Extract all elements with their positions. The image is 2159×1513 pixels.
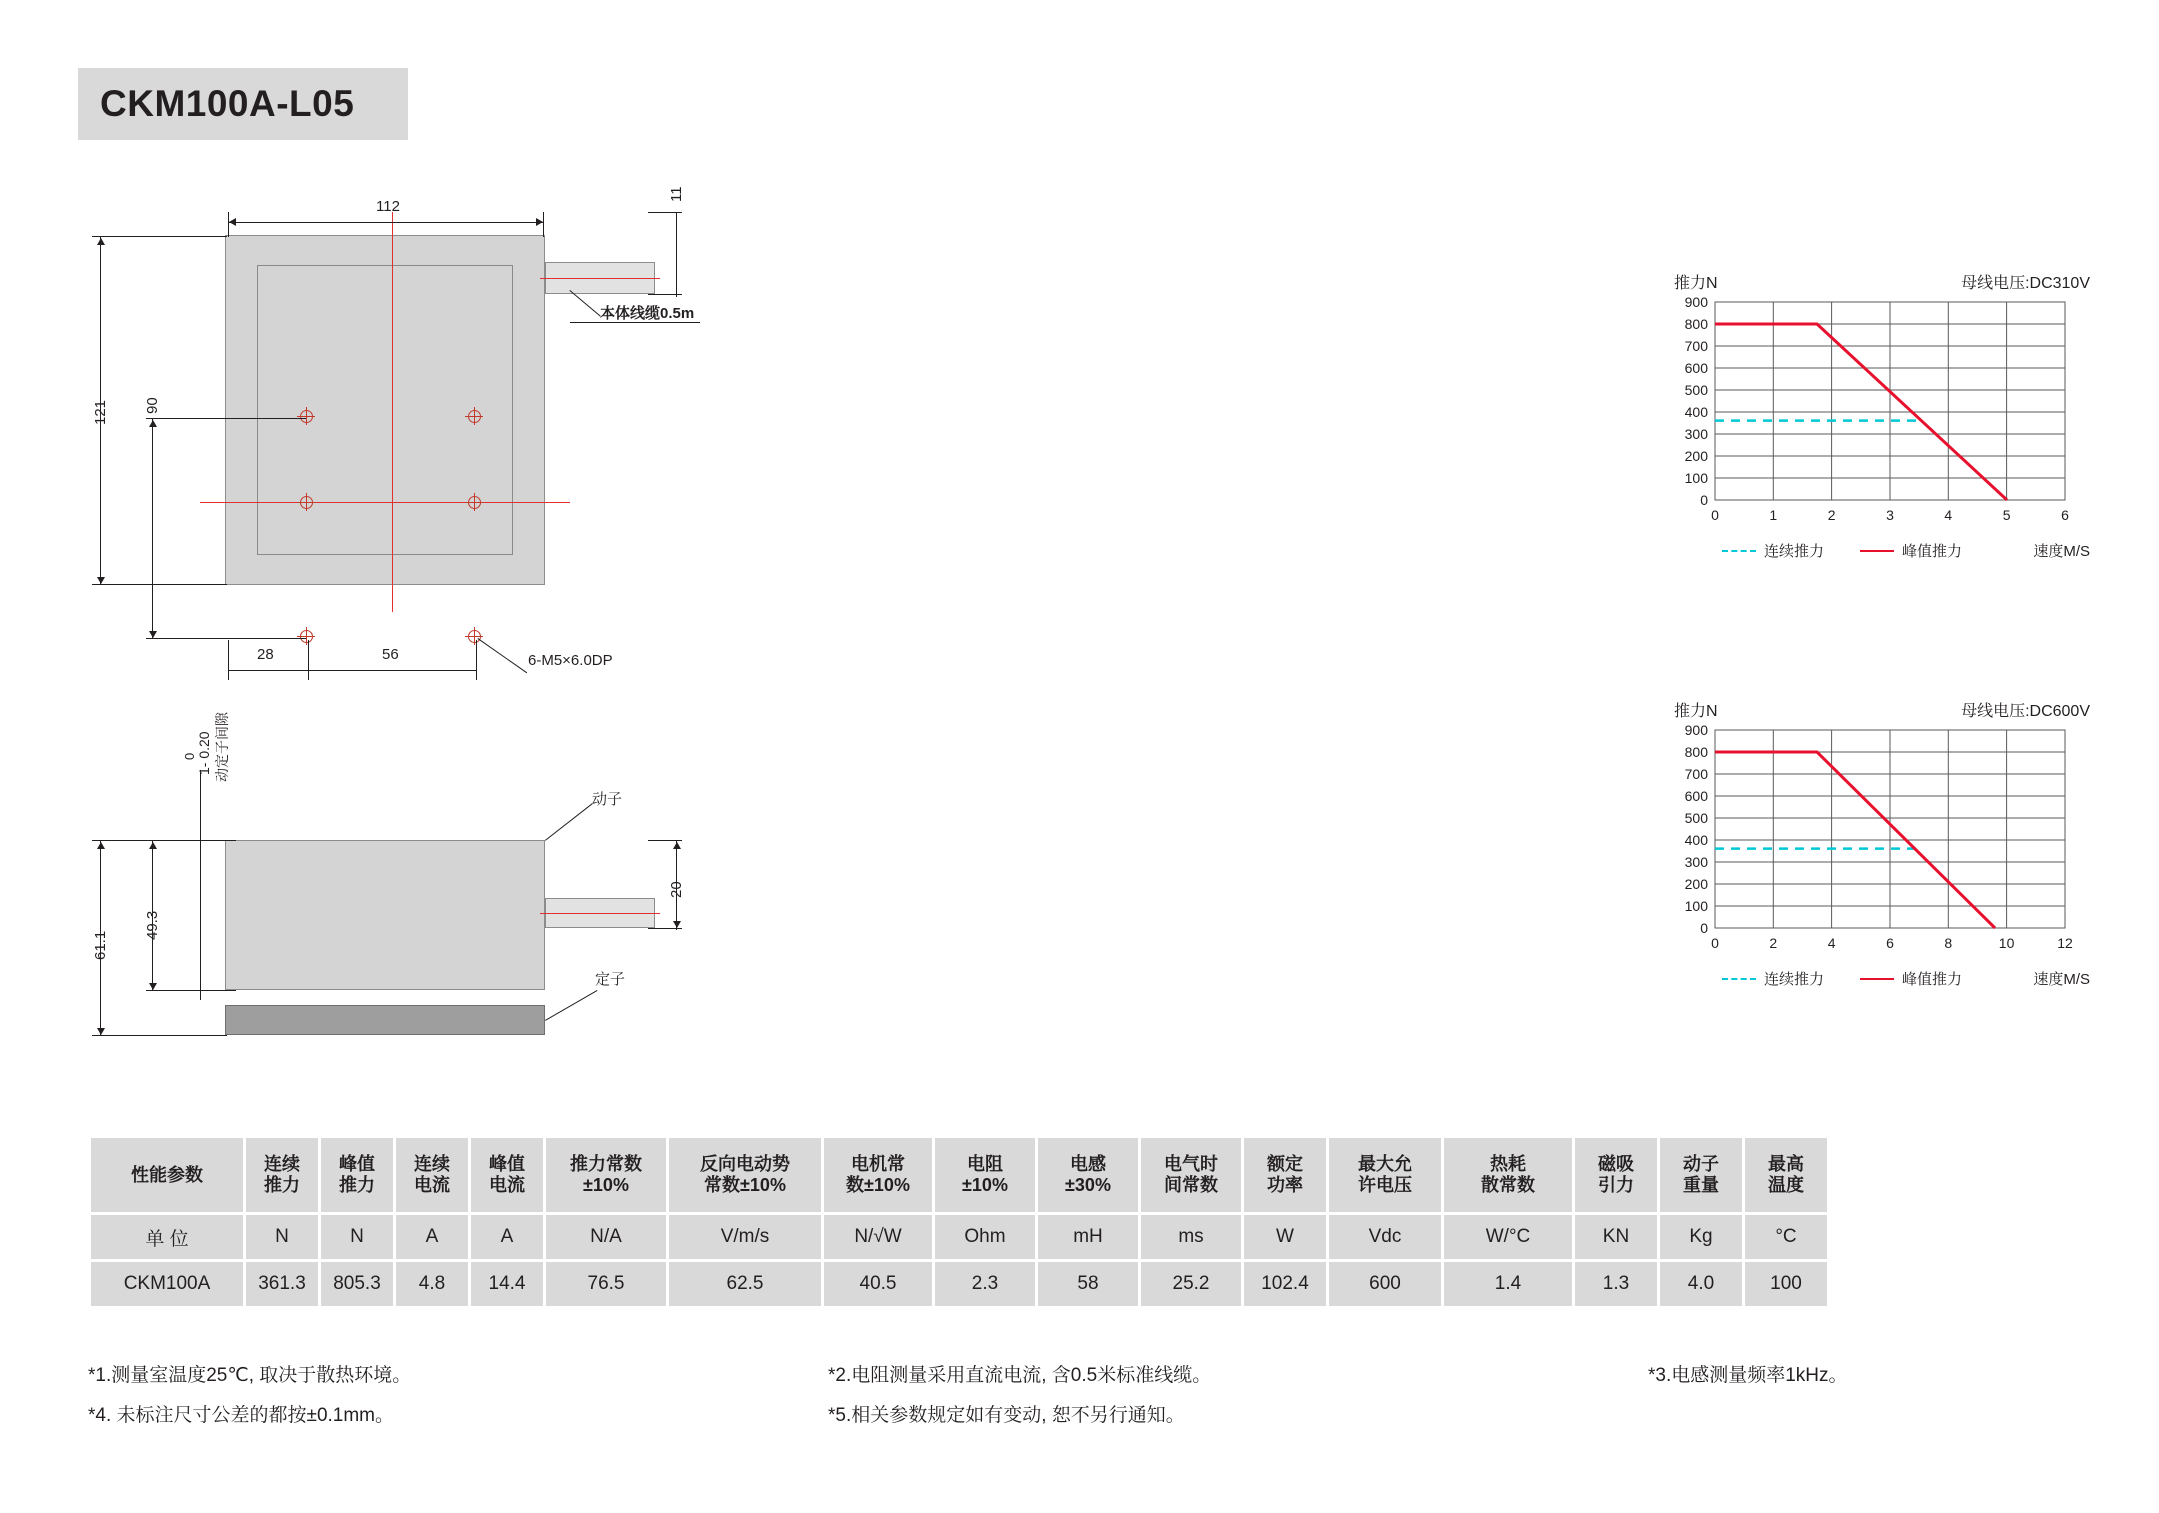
technical-drawing [0, 150, 1600, 1070]
dim-ext-56a [308, 640, 309, 680]
side-view-stator [225, 1005, 545, 1035]
svg-text:4: 4 [1944, 507, 1953, 523]
table-header-row [91, 1138, 1827, 1212]
dim-arrow [673, 842, 681, 849]
centerline-horizontal [200, 502, 570, 503]
svg-text:300: 300 [1684, 426, 1708, 442]
mounting-hole [468, 630, 481, 643]
chart2-legend-peak [1860, 968, 1962, 989]
mounting-hole [468, 496, 481, 509]
gap-label-value: 1- 0.20 [196, 731, 212, 775]
note-1: *1.测量室温度25℃, 取决于散热环境。 [88, 1365, 412, 1386]
dim-ext-11b [648, 294, 682, 295]
svg-text:0: 0 [1700, 920, 1708, 936]
hole-callout-label: 6-M5×6.0DP [528, 652, 613, 669]
table-unit-cell: N/√W [824, 1215, 932, 1259]
dim-label-20: 20 [668, 881, 685, 898]
table-header-cell: 电感 ±30% [1038, 1138, 1138, 1212]
table-value-cell: 805.3 [321, 1262, 393, 1306]
table-header-cell: 峰值 电流 [471, 1138, 543, 1212]
svg-text:600: 600 [1684, 360, 1708, 376]
chart2-xlabel: 速度M/S [2033, 971, 2090, 988]
mover-callout-line [545, 803, 593, 841]
mounting-hole [300, 496, 313, 509]
note-2: *2.电阻测量采用直流电流, 含0.5米标准线缆。 [828, 1365, 1212, 1386]
svg-text:800: 800 [1684, 316, 1708, 332]
dim-ext-28 [228, 640, 229, 680]
table-value-cell: 40.5 [824, 1262, 932, 1306]
chart1-legend-peak [1860, 540, 1962, 561]
table-header-cell: 峰值 推力 [321, 1138, 393, 1212]
side-cable-centerline [540, 913, 660, 914]
table-header-cell: 额定 功率 [1244, 1138, 1326, 1212]
dim-label-28: 28 [257, 646, 274, 663]
dim-line-56 [308, 670, 476, 671]
table-unit-cell: Ohm [935, 1215, 1035, 1259]
dim-label-11: 11 [668, 186, 685, 202]
dim-label-121: 121 [92, 399, 109, 425]
gap-label-text: 动定子间隙 [214, 712, 230, 782]
legend-label-continuous: 连续推力 [1764, 543, 1825, 560]
table-unit-cell: A [396, 1215, 468, 1259]
dim-ext-56b [476, 640, 477, 680]
chart-dc600v [1660, 700, 2090, 1030]
table-header-cell: 最高 温度 [1745, 1138, 1827, 1212]
svg-text:8: 8 [1944, 935, 1953, 951]
note-3: *3.电感测量频率1kHz。 [1648, 1365, 1848, 1386]
legend-solid-icon [1860, 978, 1894, 980]
table-unit-cell: ms [1141, 1215, 1241, 1259]
table-value-cell: 102.4 [1244, 1262, 1326, 1306]
table-value-cell: 4.0 [1660, 1262, 1742, 1306]
chart-dc310v [1660, 272, 2090, 602]
dim-label-61: 61.1 [92, 930, 109, 960]
table-header-cell: 磁吸 引力 [1575, 1138, 1657, 1212]
cable-centerline [540, 278, 660, 279]
dim-ext-112-right [543, 212, 544, 237]
dim-ext-20b [648, 928, 682, 929]
table-value-cell: 2.3 [935, 1262, 1035, 1306]
legend-label-continuous: 连续推力 [1764, 971, 1825, 988]
chart1-subtitle: 母线电压:DC310V [1961, 275, 2090, 292]
svg-text:2: 2 [1769, 935, 1778, 951]
table-header-cell: 动子 重量 [1660, 1138, 1742, 1212]
table-unit-cell: Kg [1660, 1215, 1742, 1259]
svg-text:700: 700 [1684, 766, 1708, 782]
dim-label-90: 90 [144, 397, 161, 414]
table-value-cell: 1.3 [1575, 1262, 1657, 1306]
table-row-label: CKM100A [91, 1262, 243, 1306]
svg-text:900: 900 [1684, 722, 1708, 738]
svg-text:10: 10 [1998, 935, 2015, 951]
table-unit-cell: W [1244, 1215, 1326, 1259]
svg-text:300: 300 [1684, 854, 1708, 870]
dim-arrow [97, 1028, 105, 1035]
dim-ext-49-bot [146, 990, 236, 991]
table-header-cell: 反向电动势 常数±10% [669, 1138, 821, 1212]
dim-line-11 [676, 212, 677, 297]
centerline-vertical [392, 212, 393, 612]
svg-text:0: 0 [1711, 935, 1719, 951]
chart1-plot [1660, 294, 2090, 574]
note-5: *5.相关参数规定如有变动, 恕不另行通知。 [828, 1405, 1185, 1426]
legend-dash-icon [1722, 978, 1756, 980]
svg-text:700: 700 [1684, 338, 1708, 354]
spec-table [88, 1135, 1830, 1309]
table-unit-cell: mH [1038, 1215, 1138, 1259]
stator-callout-label: 定子 [595, 971, 626, 988]
chart1-xlabel: 速度M/S [2033, 543, 2090, 560]
spec-table-wrapper [88, 1135, 1830, 1309]
dim-arrow [149, 842, 157, 849]
mounting-hole [468, 410, 481, 423]
svg-text:0: 0 [1700, 492, 1708, 508]
dim-ext-90-bot [146, 638, 306, 639]
cable-callout-label: 本体线缆0.5m [600, 305, 695, 322]
side-view-mover [225, 840, 545, 990]
dim-ext-20a [648, 840, 682, 841]
legend-dash-icon [1722, 550, 1756, 552]
chart2-legend-continuous [1722, 968, 1824, 989]
legend-label-peak: 峰值推力 [1902, 543, 1963, 560]
table-unit-cell: W/°C [1444, 1215, 1572, 1259]
page-title [78, 68, 408, 140]
dim-line-112 [228, 222, 543, 223]
chart1-legend-continuous [1722, 540, 1824, 561]
table-value-cell: 600 [1329, 1262, 1441, 1306]
dim-ext-90-top [146, 418, 306, 419]
table-value-cell: 361.3 [246, 1262, 318, 1306]
dim-arrow [673, 921, 681, 928]
svg-text:200: 200 [1684, 448, 1708, 464]
svg-text:4: 4 [1827, 935, 1836, 951]
table-header-cell: 热耗 散常数 [1444, 1138, 1572, 1212]
table-value-cell: 76.5 [546, 1262, 666, 1306]
dim-label-49: 49.3 [144, 910, 161, 940]
svg-text:600: 600 [1684, 788, 1708, 804]
svg-text:1: 1 [1769, 507, 1778, 523]
table-unit-label: 单 位 [91, 1215, 243, 1259]
dim-ext-121-top [92, 236, 227, 237]
svg-text:200: 200 [1684, 876, 1708, 892]
table-value-cell: 4.8 [396, 1262, 468, 1306]
dim-arrow [149, 420, 157, 427]
dim-ext-11a [648, 212, 682, 213]
svg-text:100: 100 [1684, 898, 1708, 914]
table-header-cell: 推力常数 ±10% [546, 1138, 666, 1212]
table-header-cell: 电机常 数±10% [824, 1138, 932, 1212]
dim-arrow [149, 983, 157, 990]
dim-arrow [97, 577, 105, 584]
dim-arrow [536, 218, 543, 226]
table-value-cell: 100 [1745, 1262, 1827, 1306]
table-header-cell: 连续 推力 [246, 1138, 318, 1212]
dim-arrow [229, 218, 236, 226]
table-unit-cell: N [321, 1215, 393, 1259]
chart1-ylabel: 推力N [1674, 275, 1718, 292]
table-value-cell: 62.5 [669, 1262, 821, 1306]
gap-callout-line [200, 770, 201, 1000]
page-title-text: CKM100A-L05 [100, 83, 355, 124]
mounting-hole [300, 410, 313, 423]
svg-text:3: 3 [1886, 507, 1894, 523]
svg-text:900: 900 [1684, 294, 1708, 310]
table-unit-cell: V/m/s [669, 1215, 821, 1259]
legend-solid-icon [1860, 550, 1894, 552]
table-header-cell: 性能参数 [91, 1138, 243, 1212]
table-unit-cell: A [471, 1215, 543, 1259]
table-unit-cell: Vdc [1329, 1215, 1441, 1259]
legend-label-peak: 峰值推力 [1902, 971, 1963, 988]
table-unit-cell: N/A [546, 1215, 666, 1259]
dim-line-28 [228, 670, 308, 671]
note-4: *4. 未标注尺寸公差的都按±0.1mm。 [88, 1405, 395, 1426]
table-value-cell: 25.2 [1141, 1262, 1241, 1306]
table-header-cell: 电气时 间常数 [1141, 1138, 1241, 1212]
mounting-hole [300, 630, 313, 643]
gap-label-top: 0 [182, 752, 197, 760]
table-unit-cell: N [246, 1215, 318, 1259]
dim-arrow [149, 631, 157, 638]
table-header-cell: 最大允 许电压 [1329, 1138, 1441, 1212]
dim-ext-61-bot [92, 1035, 227, 1036]
svg-text:800: 800 [1684, 744, 1708, 760]
hole-callout-diag [477, 638, 527, 673]
svg-text:500: 500 [1684, 810, 1708, 826]
table-header-cell: 连续 电流 [396, 1138, 468, 1212]
table-value-cell: 14.4 [471, 1262, 543, 1306]
mover-callout-label: 动子 [592, 791, 623, 808]
svg-text:6: 6 [1886, 935, 1894, 951]
table-unit-cell: °C [1745, 1215, 1827, 1259]
svg-text:400: 400 [1684, 404, 1708, 420]
table-header-cell: 电阻 ±10% [935, 1138, 1035, 1212]
table-unit-cell: KN [1575, 1215, 1657, 1259]
dim-line-90 [152, 418, 153, 638]
dim-ext-121-bot [92, 584, 227, 585]
svg-text:6: 6 [2061, 507, 2069, 523]
chart2-subtitle: 母线电压:DC600V [1961, 703, 2090, 720]
svg-text:500: 500 [1684, 382, 1708, 398]
chart2-ylabel: 推力N [1674, 703, 1718, 720]
svg-text:100: 100 [1684, 470, 1708, 486]
stator-callout-line [545, 990, 597, 1021]
dim-arrow [97, 842, 105, 849]
chart2-plot [1660, 722, 2090, 1002]
svg-text:400: 400 [1684, 832, 1708, 848]
dim-label-56: 56 [382, 646, 399, 663]
svg-text:0: 0 [1711, 507, 1719, 523]
table-value-cell: 1.4 [1444, 1262, 1572, 1306]
dim-arrow [97, 238, 105, 245]
dim-ext-49-top [146, 840, 236, 841]
dim-label-112: 112 [376, 198, 400, 215]
svg-text:2: 2 [1827, 507, 1836, 523]
table-value-cell: 58 [1038, 1262, 1138, 1306]
svg-text:12: 12 [2057, 935, 2073, 951]
table-values-row [91, 1262, 1827, 1306]
svg-text:5: 5 [2002, 507, 2011, 523]
table-unit-row [91, 1215, 1827, 1259]
